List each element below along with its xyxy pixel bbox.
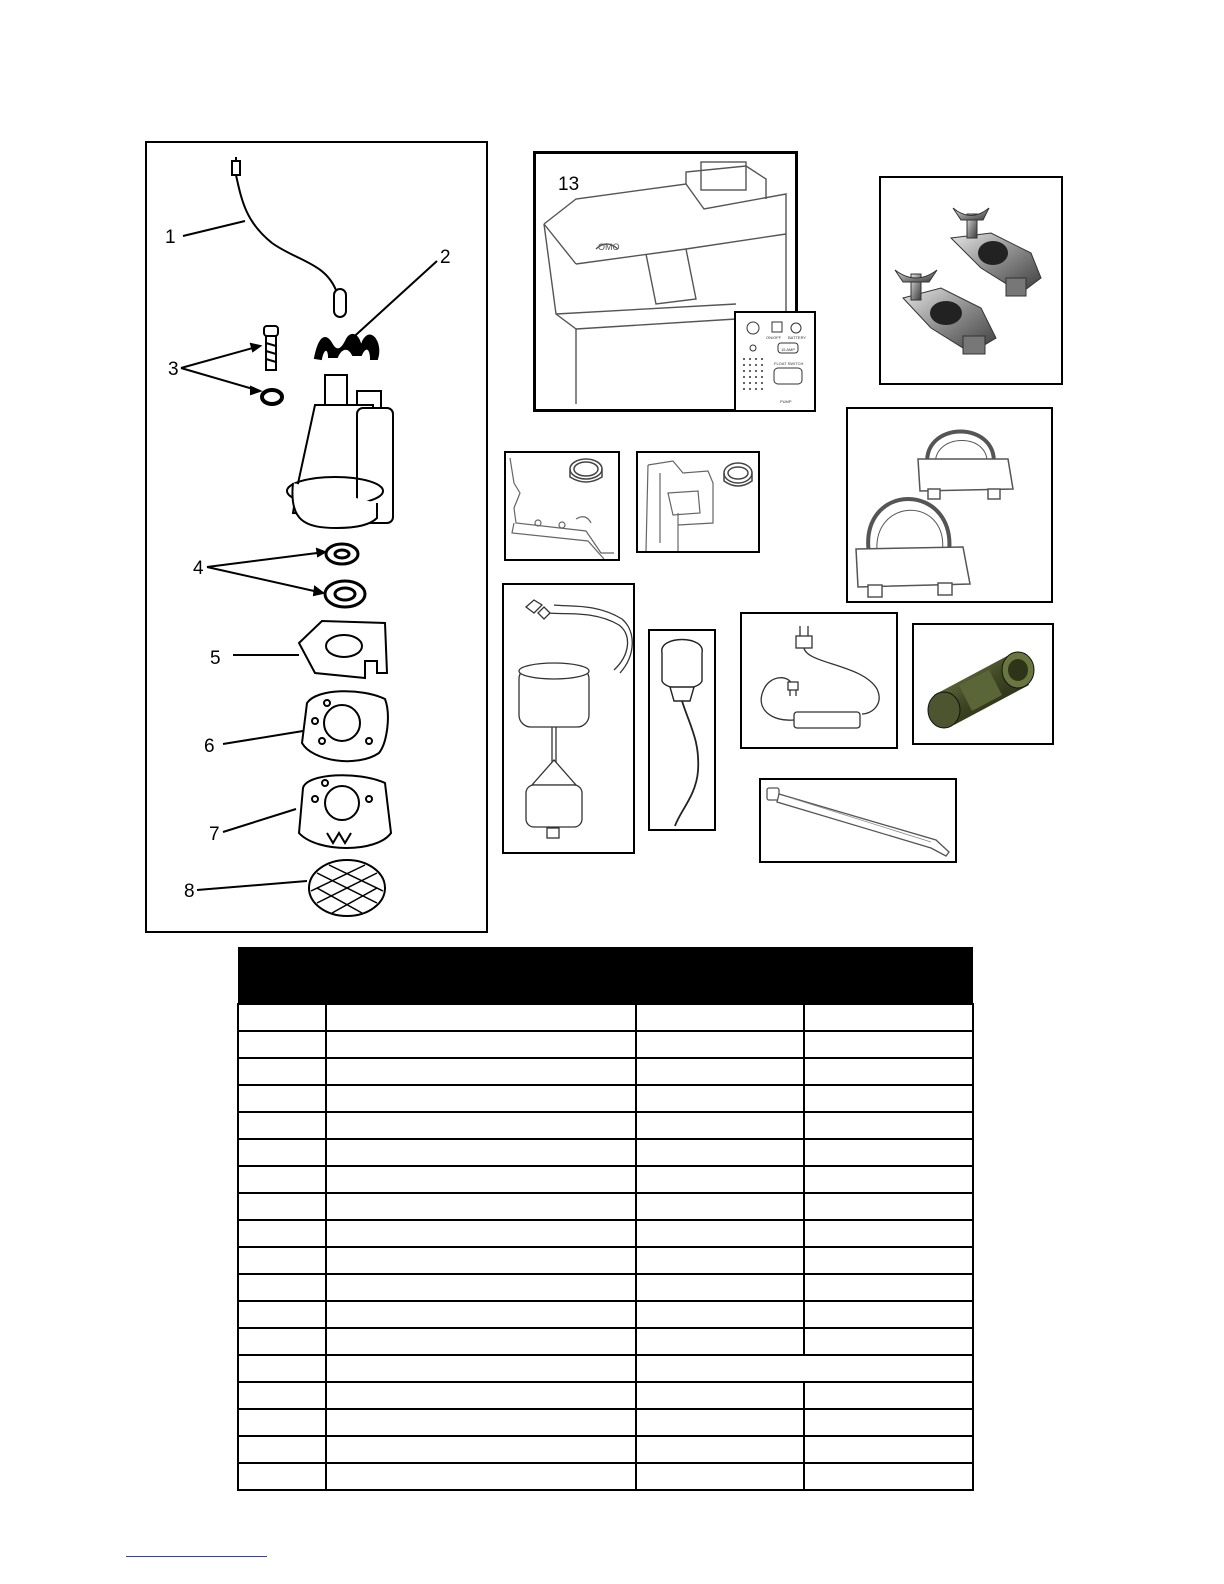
table-cell <box>326 1328 636 1355</box>
u-bolt-clamp-small <box>918 432 1013 500</box>
impeller-housing <box>223 775 391 848</box>
callout-4: 4 <box>193 558 204 579</box>
table-cell <box>238 1247 326 1274</box>
table-row <box>238 1463 973 1490</box>
table-cell <box>804 1031 973 1058</box>
table-body <box>238 1004 973 1490</box>
table-header-row <box>238 947 973 1004</box>
table-row <box>238 1031 973 1058</box>
table-cell <box>238 1193 326 1220</box>
table-cell <box>238 1166 326 1193</box>
table-cell <box>636 1463 804 1490</box>
base-plate <box>233 621 387 678</box>
table-cell <box>636 1193 804 1220</box>
table-cell <box>636 1004 804 1031</box>
volute-ring <box>223 691 388 761</box>
table-cell <box>326 1220 636 1247</box>
callout-2: 2 <box>440 247 451 268</box>
table-cell <box>636 1247 804 1274</box>
table-row <box>238 1355 973 1382</box>
table-cell <box>326 1004 636 1031</box>
table-row <box>238 1112 973 1139</box>
table-cell <box>326 1355 636 1382</box>
table-cell <box>804 1463 973 1490</box>
table-row <box>238 1382 973 1409</box>
table-cell <box>636 1274 804 1301</box>
table-header-cell <box>636 947 804 1004</box>
table-cell <box>636 1139 804 1166</box>
screw-and-washer <box>181 326 282 404</box>
table-cell <box>804 1004 973 1031</box>
table-cell <box>636 1058 804 1085</box>
panel-label-float: FLOAT SWITCH <box>774 361 804 366</box>
table-cell <box>326 1301 636 1328</box>
table-cell <box>636 1112 804 1139</box>
table-cell <box>238 1436 326 1463</box>
table-cell <box>636 1409 804 1436</box>
table-cell <box>636 1031 804 1058</box>
table-cell <box>326 1274 636 1301</box>
hose-clamp-icon <box>570 459 602 482</box>
table-cell <box>636 1085 804 1112</box>
terminal-clamp-2 <box>895 270 996 354</box>
table-cell <box>238 1004 326 1031</box>
table-cell <box>238 1355 326 1382</box>
callout-5: 5 <box>210 648 221 669</box>
pump-housing <box>287 375 393 528</box>
table-cell <box>326 1058 636 1085</box>
table-cell <box>636 1301 804 1328</box>
table-cell <box>238 1220 326 1247</box>
table-cell <box>326 1247 636 1274</box>
panel-label-onoff: ON/OFF <box>766 335 782 340</box>
table-row <box>238 1328 973 1355</box>
table-cell <box>326 1463 636 1490</box>
table-cell <box>326 1085 636 1112</box>
table-cell <box>804 1382 973 1409</box>
table-cell <box>636 1382 804 1409</box>
table-cell <box>238 1463 326 1490</box>
panel-label-battery: BATTERY <box>788 335 807 340</box>
table-cell <box>804 1058 973 1085</box>
table-cell <box>238 1301 326 1328</box>
table-cell <box>238 1139 326 1166</box>
u-bolt-clamp-large <box>856 499 970 597</box>
intake-screen <box>197 860 385 916</box>
pump-exploded-diagram <box>145 141 488 933</box>
table-cell <box>326 1139 636 1166</box>
table-cell <box>238 1112 326 1139</box>
table-cell <box>804 1301 973 1328</box>
hose-clamp-icon <box>724 463 752 486</box>
power-cord-with-switch <box>740 612 898 749</box>
table-cell <box>238 1085 326 1112</box>
table-header-cell <box>326 947 636 1004</box>
parts-list-table <box>237 947 974 1491</box>
svg-text:OMO: OMO <box>598 242 620 252</box>
table-cell <box>238 1058 326 1085</box>
panel-label-fuse: 15 AMP <box>781 347 796 352</box>
battery-terminals-photo <box>879 176 1063 385</box>
table-cell <box>804 1112 973 1139</box>
table-cell <box>804 1274 973 1301</box>
seals <box>207 544 365 607</box>
table-cell <box>804 1328 973 1355</box>
callout-13: 13 <box>558 174 580 195</box>
table-cell <box>636 1328 804 1355</box>
table-cell <box>326 1112 636 1139</box>
callout-3: 3 <box>168 359 179 380</box>
table-cell <box>326 1166 636 1193</box>
table-cell <box>326 1193 636 1220</box>
table-cell <box>636 1220 804 1247</box>
table-row <box>238 1058 973 1085</box>
callout-8: 8 <box>184 881 195 902</box>
control-panel-inset <box>734 311 816 412</box>
table-cell <box>238 1328 326 1355</box>
table-cell <box>238 1031 326 1058</box>
table-row <box>238 1193 973 1220</box>
check-valve-photo <box>912 623 1054 745</box>
table-cell <box>326 1409 636 1436</box>
bracket-with-hose-clamp-2 <box>636 451 760 553</box>
table-cell <box>804 1139 973 1166</box>
table-header-cell <box>804 947 973 1004</box>
table-row <box>238 1247 973 1274</box>
cable-tie <box>759 778 957 863</box>
table-cell <box>636 1355 973 1382</box>
bracket-with-hose-clamp-1 <box>504 451 620 561</box>
table-cell <box>636 1436 804 1463</box>
u-bolt-clamps <box>846 407 1053 603</box>
cable-tie-icon <box>767 788 949 856</box>
table-row <box>238 1166 973 1193</box>
table-cell <box>326 1382 636 1409</box>
table-row <box>238 1139 973 1166</box>
callout-6: 6 <box>204 736 215 757</box>
table-row <box>238 1409 973 1436</box>
table-cell <box>326 1031 636 1058</box>
table-cell <box>238 1382 326 1409</box>
table-row <box>238 1220 973 1247</box>
table-cell <box>238 1409 326 1436</box>
table-cell <box>804 1193 973 1220</box>
footer-link-underline <box>126 1556 267 1557</box>
check-valve-icon <box>928 652 1034 728</box>
dual-float-switch <box>502 583 635 854</box>
callout-1: 1 <box>165 227 176 248</box>
table-cell <box>804 1085 973 1112</box>
table-cell <box>804 1247 973 1274</box>
panel-label-pump: PUMP <box>780 399 792 404</box>
table-header-cell <box>238 947 326 1004</box>
table-row <box>238 1085 973 1112</box>
table-row <box>238 1004 973 1031</box>
float-cord <box>183 157 346 317</box>
table-cell <box>804 1220 973 1247</box>
single-float-switch <box>648 629 716 831</box>
table-row <box>238 1274 973 1301</box>
table-row <box>238 1436 973 1463</box>
table-cell <box>326 1436 636 1463</box>
callout-7: 7 <box>209 824 220 845</box>
table-cell <box>636 1166 804 1193</box>
table-cell <box>804 1436 973 1463</box>
terminal-clamp-1 <box>951 208 1041 296</box>
table-cell <box>804 1166 973 1193</box>
table-row <box>238 1301 973 1328</box>
table-cell <box>238 1274 326 1301</box>
table-cell <box>804 1409 973 1436</box>
